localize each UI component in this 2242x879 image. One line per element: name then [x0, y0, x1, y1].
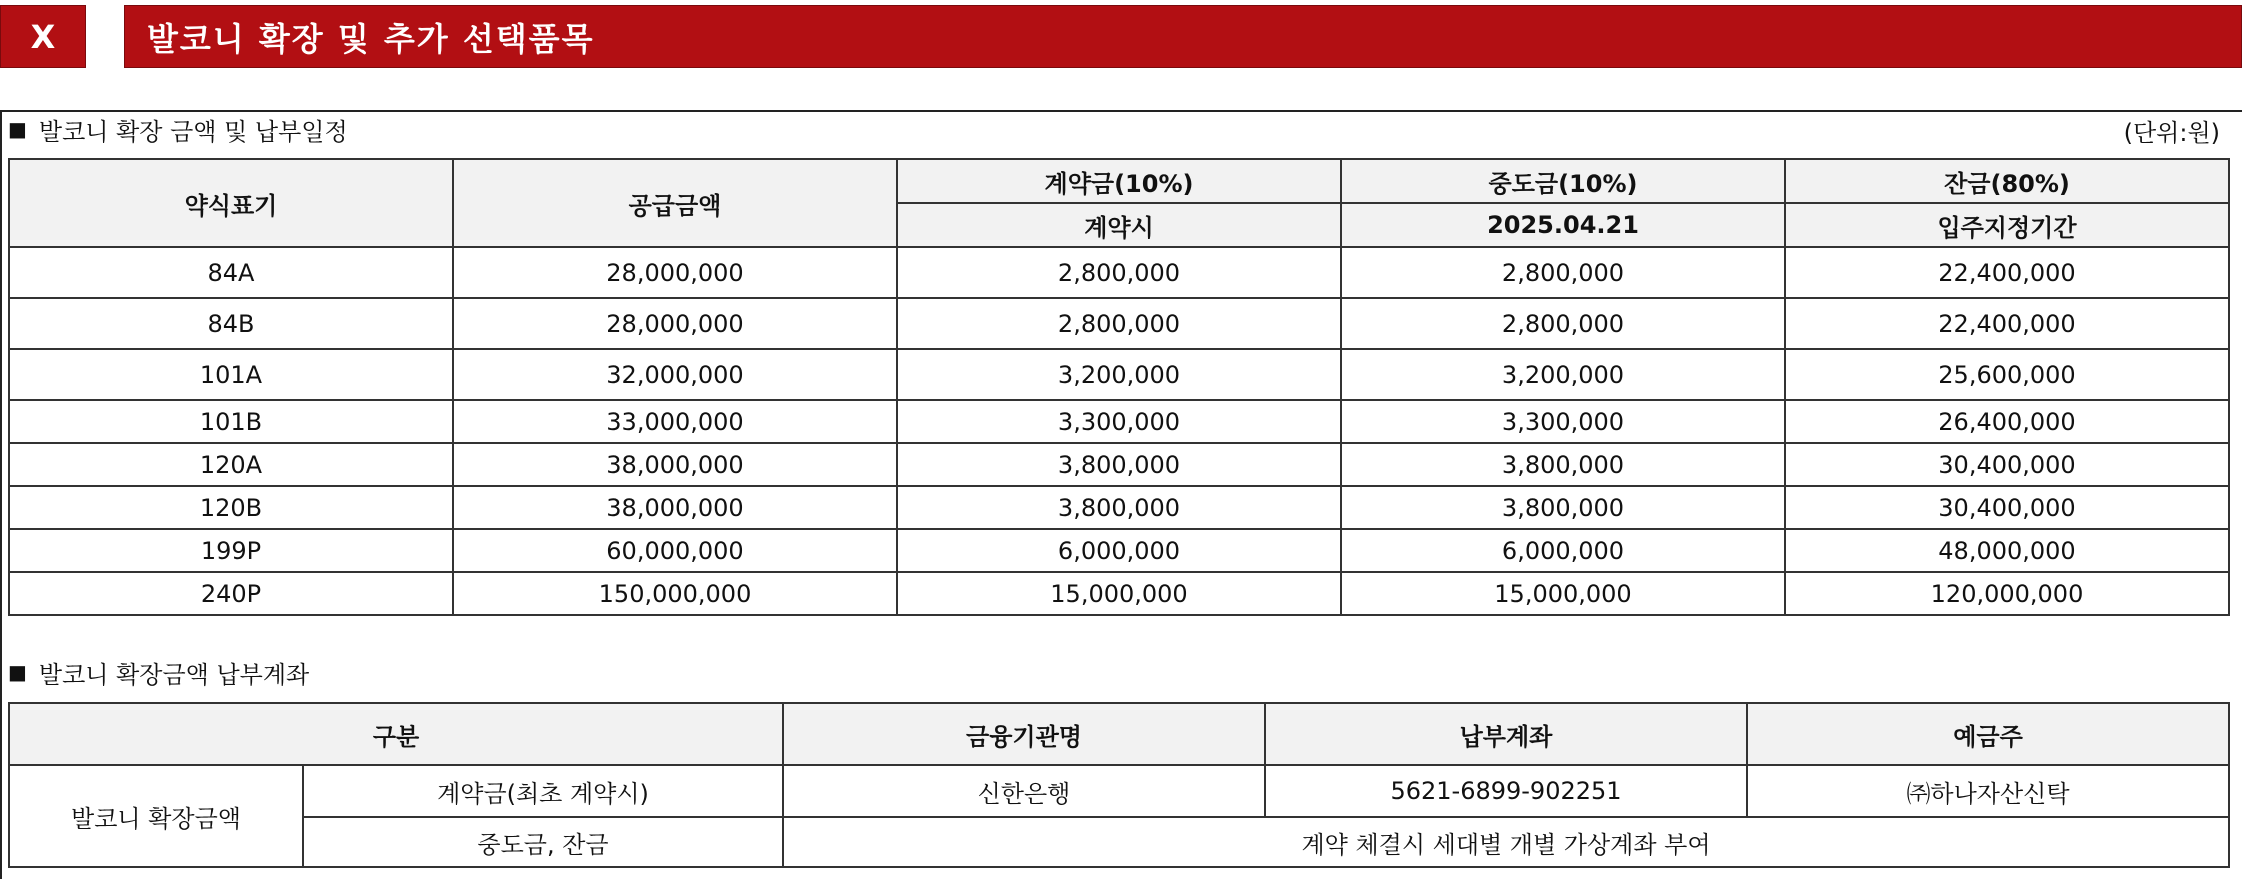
cell-type: 101A: [9, 349, 453, 400]
cell-deposit: 15,000,000: [897, 572, 1341, 615]
cell-virtual-account-note: 계약 체결시 세대별 개별 가상계좌 부여: [783, 817, 2229, 867]
cell-deposit: 3,200,000: [897, 349, 1341, 400]
header-balance-sub: 입주지정기간: [1785, 203, 2229, 247]
schedule-table: [8, 158, 2230, 616]
cell-supply: 28,000,000: [453, 298, 897, 349]
cell-middle: 3,200,000: [1341, 349, 1785, 400]
cell-type: 84B: [9, 298, 453, 349]
header-supply: 공급금액: [453, 159, 897, 247]
cell-bank: 신한은행: [783, 765, 1265, 817]
cell-balance: 26,400,000: [1785, 400, 2229, 443]
cell-supply: 33,000,000: [453, 400, 897, 443]
header-type: 약식표기: [9, 159, 453, 247]
cell-middle: 3,800,000: [1341, 443, 1785, 486]
cell-type: 120B: [9, 486, 453, 529]
cell-middle: 6,000,000: [1341, 529, 1785, 572]
cell-balance: 30,400,000: [1785, 443, 2229, 486]
page-title: 발코니 확장 및 추가 선택품목: [124, 5, 2242, 68]
cell-supply: 150,000,000: [453, 572, 897, 615]
cell-deposit: 3,800,000: [897, 486, 1341, 529]
account-table: [8, 702, 2230, 868]
header-deposit-sub: 계약시: [897, 203, 1341, 247]
cell-middle: 3,300,000: [1341, 400, 1785, 443]
cell-subcategory: 중도금, 잔금: [303, 817, 783, 867]
cell-type: 240P: [9, 572, 453, 615]
section-title-schedule-text: 발코니 확장 금액 및 납부일정: [38, 117, 348, 146]
cell-supply: 38,000,000: [453, 486, 897, 529]
cell-middle: 2,800,000: [1341, 298, 1785, 349]
table-row: [9, 349, 2229, 400]
table-row: [9, 443, 2229, 486]
section-title-account: [8, 656, 309, 688]
cell-middle: 15,000,000: [1341, 572, 1785, 615]
header-balance: 잔금(80%): [1785, 159, 2229, 203]
cell-middle: 2,800,000: [1341, 247, 1785, 298]
header-category: 구분: [9, 703, 783, 765]
cell-category: 발코니 확장금액: [9, 765, 303, 867]
unit-label: (단위:원): [2123, 119, 2220, 147]
table-row: [9, 400, 2229, 443]
cell-supply: 28,000,000: [453, 247, 897, 298]
cell-type: 199P: [9, 529, 453, 572]
table-row: [9, 298, 2229, 349]
cell-deposit: 3,800,000: [897, 443, 1341, 486]
cell-type: 101B: [9, 400, 453, 443]
square-bullet-icon: ■: [8, 660, 27, 684]
table-row: [9, 529, 2229, 572]
section-title-account-text: 발코니 확장금액 납부계좌: [38, 660, 310, 689]
cell-balance: 22,400,000: [1785, 298, 2229, 349]
header-middle-sub: 2025.04.21: [1341, 203, 1785, 247]
cell-balance: 25,600,000: [1785, 349, 2229, 400]
cell-supply: 32,000,000: [453, 349, 897, 400]
header-middle: 중도금(10%): [1341, 159, 1785, 203]
cell-deposit: 2,800,000: [897, 247, 1341, 298]
square-bullet-icon: ■: [8, 117, 27, 141]
cell-balance: 22,400,000: [1785, 247, 2229, 298]
table-row: [9, 247, 2229, 298]
cell-balance: 48,000,000: [1785, 529, 2229, 572]
cell-deposit: 6,000,000: [897, 529, 1341, 572]
header-deposit: 계약금(10%): [897, 159, 1341, 203]
cell-type: 120A: [9, 443, 453, 486]
cell-holder: ㈜하나자산신탁: [1747, 765, 2229, 817]
cell-account-number: 5621-6899-902251: [1265, 765, 1747, 817]
cell-balance: 30,400,000: [1785, 486, 2229, 529]
table-row: [9, 572, 2229, 615]
section-title-schedule: [8, 113, 348, 145]
cell-deposit: 3,300,000: [897, 400, 1341, 443]
cell-supply: 60,000,000: [453, 529, 897, 572]
cell-supply: 38,000,000: [453, 443, 897, 486]
table-row: [9, 486, 2229, 529]
cell-middle: 3,800,000: [1341, 486, 1785, 529]
table-row: [9, 817, 2229, 867]
cell-type: 84A: [9, 247, 453, 298]
header-account: 납부계좌: [1265, 703, 1747, 765]
cell-subcategory: 계약금(최초 계약시): [303, 765, 783, 817]
cell-deposit: 2,800,000: [897, 298, 1341, 349]
table-row: [9, 765, 2229, 817]
header-holder: 예금주: [1747, 703, 2229, 765]
close-button[interactable]: X: [0, 5, 86, 68]
header-bank: 금융기관명: [783, 703, 1265, 765]
cell-balance: 120,000,000: [1785, 572, 2229, 615]
